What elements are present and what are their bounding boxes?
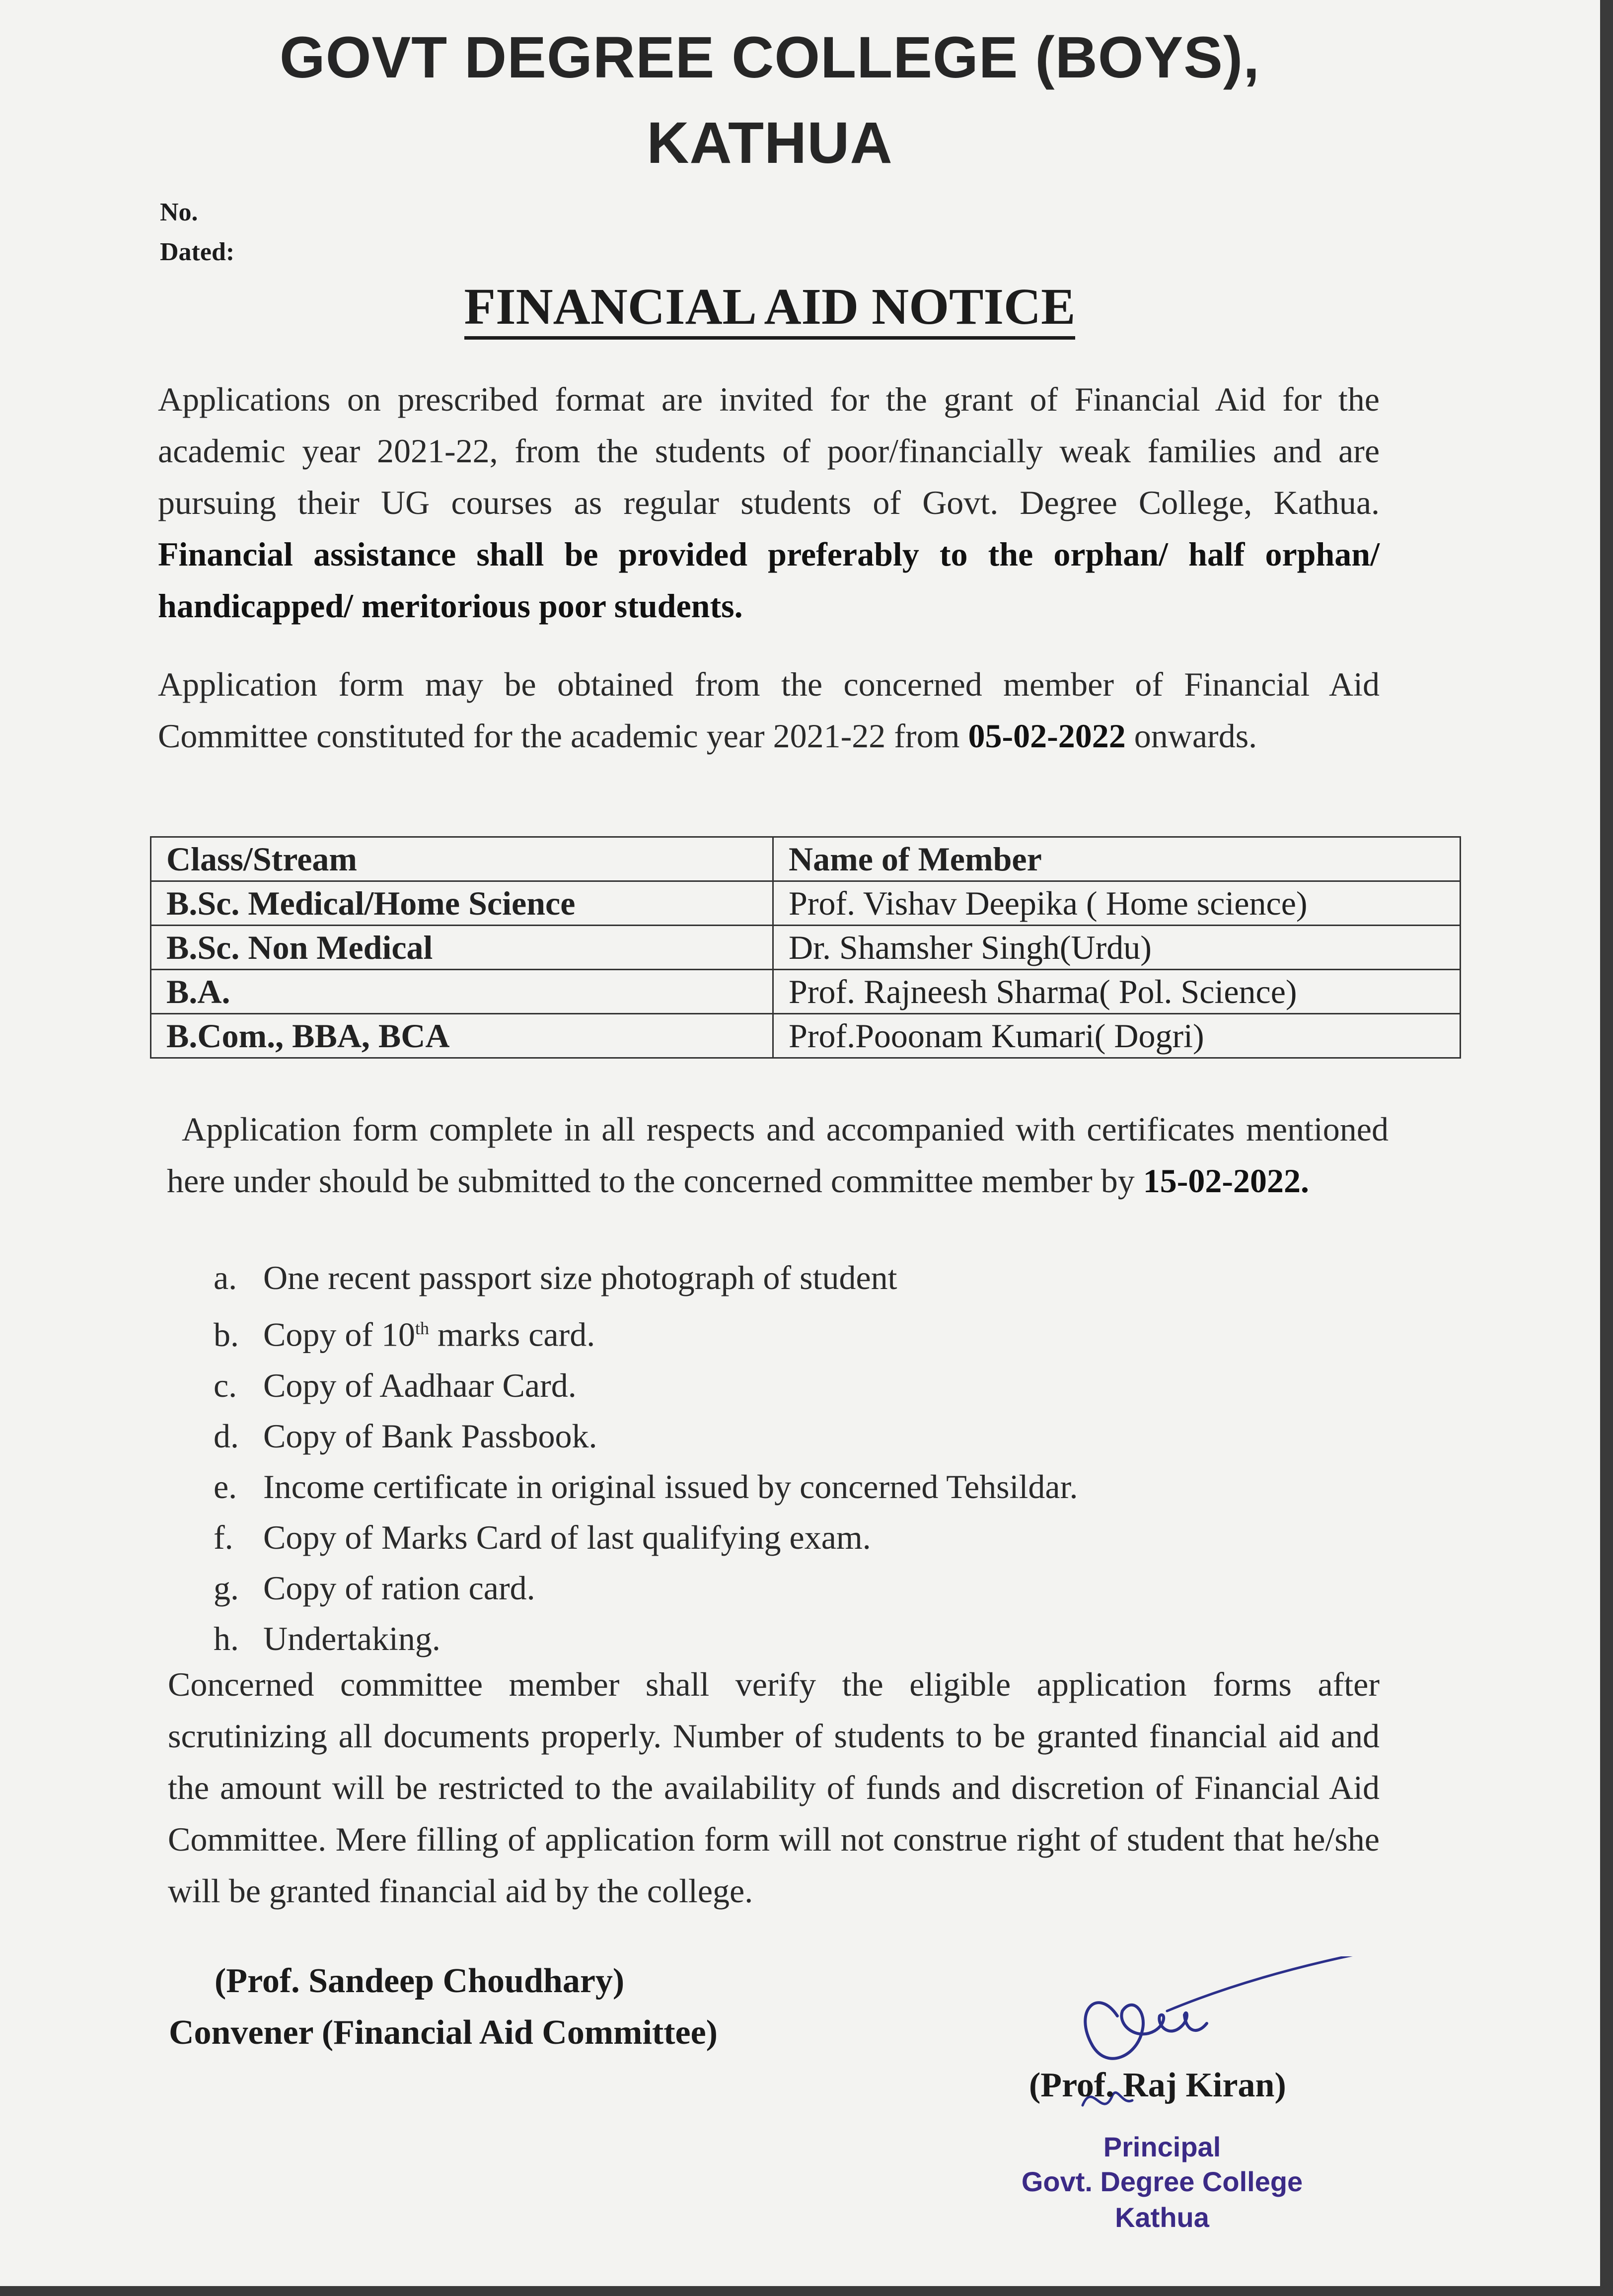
list-item: e. Income certificate in original issued by concerned Tehsildar. bbox=[214, 1467, 1078, 1506]
required-documents-list bbox=[214, 1252, 1306, 1664]
submission-deadline: 15-02-2022. bbox=[1143, 1162, 1310, 1200]
stream-cell: B.Sc. Medical/Home Science bbox=[151, 881, 773, 926]
stream-cell: B.Sc. Non Medical bbox=[151, 926, 773, 970]
list-item: d. Copy of Bank Passbook. bbox=[214, 1417, 597, 1455]
table-row bbox=[151, 1014, 1461, 1058]
list-item: f. Copy of Marks Card of last qualifying exam. bbox=[214, 1518, 871, 1556]
convener-name: (Prof. Sandeep Choudhary) bbox=[215, 1962, 625, 2000]
table-row bbox=[151, 926, 1461, 970]
college-name: GOVT DEGREE COLLEGE (BOYS), bbox=[279, 25, 1260, 90]
stream-cell: B.A. bbox=[151, 970, 773, 1014]
college-location: KATHUA bbox=[647, 110, 893, 176]
convener-role: Convener (Financial Aid Committee) bbox=[169, 2013, 718, 2052]
list-item: b. Copy of 10th marks card. bbox=[214, 1315, 595, 1354]
ref-no-label: No. bbox=[160, 198, 198, 226]
list-item: c. Copy of Aadhaar Card. bbox=[214, 1366, 577, 1404]
list-item: h. Undertaking. bbox=[214, 1619, 440, 1657]
table-row bbox=[151, 881, 1461, 926]
verification-paragraph: Concerned committee member shall verify the eligible application forms after scrutinizing all documents properly. Number of students to be granted financial aid and the amount will be restricted to the availability of funds and discretion of Financial Aid Committee. Mere filling of application form will not construe right of student that he/she will be granted financial aid by the college. bbox=[168, 1665, 1380, 1910]
table-row bbox=[151, 970, 1461, 1014]
intro-paragraph: Applications on prescribed format are invited for the grant of Financial Aid for the academic year 2021-22, from the students of poor/financially weak families and are pursuing their UG courses as regular students of Govt. Degree College, Kathua. Financial assistance shall be provided preferably to the orphan/ half orphan/ handicapped/ meritorious poor students. bbox=[158, 380, 1380, 625]
header-member-name: Name of Member bbox=[773, 837, 1461, 881]
ref-dated-label: Dated: bbox=[160, 238, 235, 266]
form-availability-paragraph: Application form may be obtained from the concerned member of Financial Aid Committee constituted for the academic year 2021-22 from 05-02-2022 onwards. bbox=[158, 665, 1380, 755]
member-cell: Dr. Shamsher Singh(Urdu) bbox=[773, 926, 1461, 970]
member-cell: Prof. Rajneesh Sharma( Pol. Science) bbox=[773, 970, 1461, 1014]
stream-cell: B.Com., BBA, BCA bbox=[151, 1014, 773, 1058]
eligibility-note: Financial assistance shall be provided preferably to the orphan/ half orphan/ handicapped/ meritorious poor students. bbox=[158, 535, 1380, 625]
notice-title: FINANCIAL AID NOTICE bbox=[0, 277, 1540, 336]
table-header-row bbox=[151, 837, 1461, 881]
form-start-date: 05-02-2022 bbox=[968, 717, 1126, 755]
member-cell: Prof.Pooonam Kumari( Dogri) bbox=[773, 1014, 1461, 1058]
submission-paragraph: Application form complete in all respects and accompanied with certificates mentioned here under should be submitted to the concerned committee member by 15-02-2022. bbox=[167, 1110, 1389, 1200]
list-item: g. Copy of ration card. bbox=[214, 1569, 535, 1607]
list-item: a. One recent passport size photograph of student bbox=[214, 1259, 897, 1296]
committee-members-table bbox=[150, 836, 1461, 1059]
header-class-stream: Class/Stream bbox=[151, 837, 773, 881]
member-cell: Prof. Vishav Deepika ( Home science) bbox=[773, 881, 1461, 926]
principal-name: (Prof. Raj Kiran) bbox=[1029, 2066, 1286, 2104]
principal-stamp: Principal Govt. Degree College Kathua bbox=[1021, 2131, 1303, 2233]
